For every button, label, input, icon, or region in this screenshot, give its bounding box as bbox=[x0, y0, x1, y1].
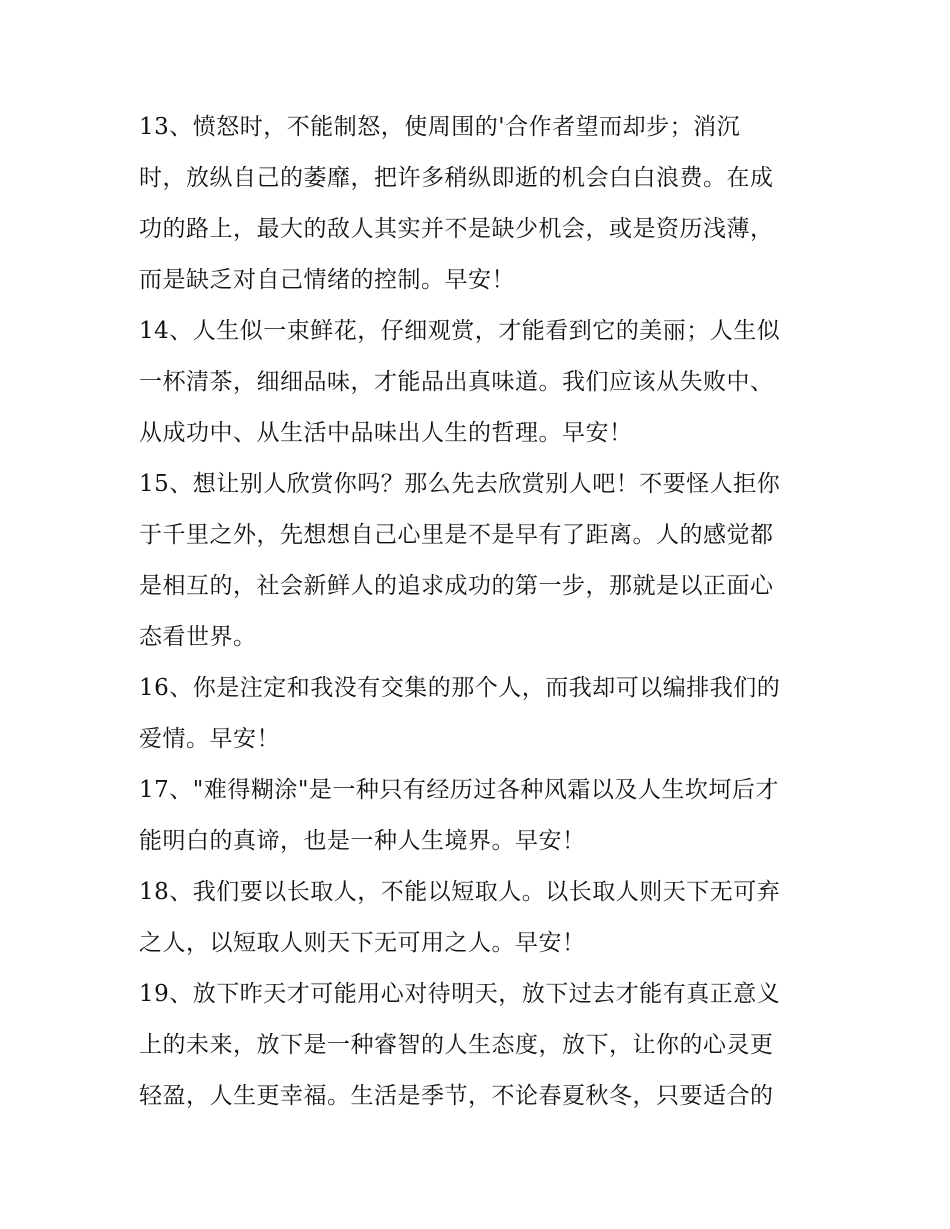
text-line: 19、放下昨天才可能用心对待明天，放下过去才能有真正意义 bbox=[139, 981, 781, 1007]
text-line: 于千里之外，先想想自己心里是不是早有了距离。人的感觉都 bbox=[139, 522, 774, 548]
text-line: 能明白的真谛，也是一种人生境界。早安！ bbox=[139, 828, 586, 854]
document-body bbox=[139, 102, 819, 1122]
text-line: 态看世界。 bbox=[139, 624, 257, 650]
text-line: 上的未来，放下是一种睿智的人生态度，放下，让你的心灵更 bbox=[139, 1032, 774, 1058]
text-line: 而是缺乏对自己情绪的控制。早安！ bbox=[139, 267, 515, 293]
text-line: 爱情。早安！ bbox=[139, 726, 280, 752]
text-line: 从成功中、从生活中品味出人生的哲理。早安！ bbox=[139, 420, 633, 446]
text-line: 15、想让别人欣赏你吗？那么先去欣赏别人吧！不要怪人拒你 bbox=[139, 471, 781, 497]
text-line: 时，放纵自己的萎靡，把许多稍纵即逝的机会白白浪费。在成 bbox=[139, 165, 774, 191]
text-line: 18、我们要以长取人，不能以短取人。以长取人则天下无可弃 bbox=[139, 879, 781, 905]
text-line: 之人，以短取人则天下无可用之人。早安！ bbox=[139, 930, 586, 956]
text-line: 是相互的，社会新鲜人的追求成功的第一步，那就是以正面心 bbox=[139, 573, 774, 599]
text-line: 一杯清茶，细细品味，才能品出真味道。我们应该从失败中、 bbox=[139, 369, 774, 395]
text-line: 功的路上，最大的敌人其实并不是缺少机会，或是资历浅薄， bbox=[139, 216, 774, 242]
text-line: 14、人生似一束鲜花，仔细观赏，才能看到它的美丽；人生似 bbox=[139, 318, 781, 344]
text-line: 13、愤怒时，不能制怒，使周围的'合作者望而却步；消沉 bbox=[139, 114, 741, 140]
text-line: 16、你是注定和我没有交集的那个人，而我却可以编排我们的 bbox=[139, 675, 781, 701]
text-line: 17、"难得糊涂"是一种只有经历过各种风霜以及人生坎坷后才 bbox=[139, 777, 779, 803]
text-line: 轻盈，人生更幸福。生活是季节，不论春夏秋冬，只要适合的 bbox=[139, 1083, 774, 1109]
